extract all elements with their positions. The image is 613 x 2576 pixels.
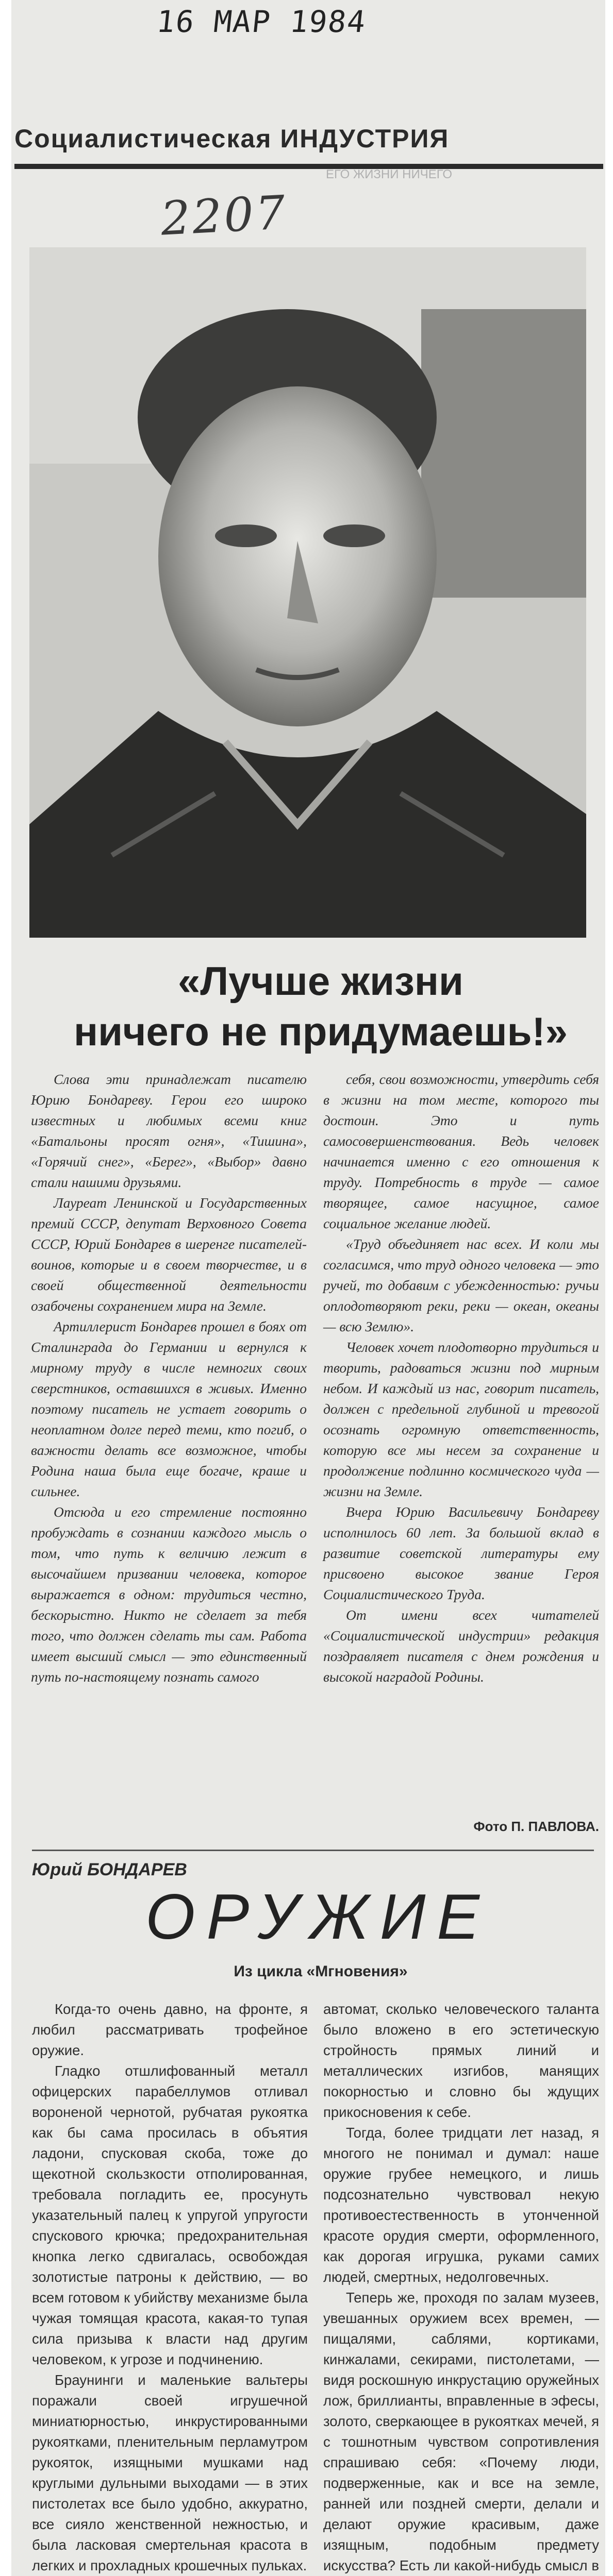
story-paragraph: Теперь же, проходя по залам музеев, увешанных оружием всех времен, — пищалями, саблями, кортиками, кинжалами, секирами, пистолетами, — видя роскошную инкрустацию оружейных лож, бриллианты, вправленные в эфесы, золото, сверкающее в рукоятках мечей, я с тошнотным чувством сопротивления спрашиваю себя: «Почему люди, подверженные, как и все на земле, ранней или поздней смерти, делали и делают оружие красивым, даже изящным, подобным предмету искусства? Есть ли какой-нибудь смысл в <box>323 2290 599 2573</box>
headline-line-2: ничего не придумаешь!» <box>74 1009 568 1054</box>
story-author: Юрий БОНДАРЕВ <box>32 1860 187 1879</box>
portrait-illustration <box>29 247 586 938</box>
intro-paragraph: Слова эти принадлежат писателю Юрию Бондареву. Герои его широко известных и любимых всеми книг «Батальоны просят огня», «Тишина», «Горячий снег», «Берег», «Выбор» давно стали нашими друзьями. <box>31 1071 307 1190</box>
story-paragraph: автомат, сколько человеческого таланта было вложено в его эстетическую стройность прямых линий и металлических изгибов, манящих покорностью и словно бы ждущих прикосновения к себе. <box>323 2001 599 2120</box>
section-divider <box>32 1850 594 1851</box>
story-cycle: Из цикла «Мгновения» <box>234 1963 408 1980</box>
author-portrait-photo <box>29 247 586 938</box>
bleed-through-text: ЕГО ЖИЗНИ НИЧЕГО <box>326 167 453 181</box>
intro-paragraph: «Труд объединяет нас всех. И коли мы согласимся, что труд одного человека — это ручей, то добавим с убежденностью: ручьи оплодотворяют реки, реки — океан, океаны — всю Землю». <box>323 1236 599 1334</box>
intro-paragraph: Отсюда и его стремление постоянно пробуждать в сознании каждого мысль о том, что путь к величию лежит в высочайшем призвании человека, которое выражается в одном: трудиться честно, бескорыстно. Никто не сделает за тебя того, что должен сделать ты сам. Работа имеет высший смысл — это единственный путь по-настоящему познать самого <box>31 1504 307 1685</box>
intro-paragraph: Лауреат Ленинской и Государственных премий СССР, депутат Верховного Совета СССР, Юрий Бондарев в шеренге писателей-воинов, которые и в своем творчестве, и в своей общественной деятельности озабочены сохранением мира на Земле. <box>31 1195 307 1314</box>
intro-paragraph: себя, свои возможности, утвердить себя в жизни на том месте, которого ты достоин. Это и путь самосовершенствования. Ведь человек начинается именно с его отношения к труду. Потребность в труде — самое творящее, самое насущное, самое социальное желание людей. <box>323 1071 599 1231</box>
photo-credit: Фото П. ПАВЛОВА. <box>473 1819 599 1834</box>
intro-paragraph: Вчера Юрию Васильевичу Бондареву исполнилось 60 лет. За большой вклад в развитие советской литературы ему присвоено высокое звание Героя Социалистического Труда. <box>323 1504 599 1602</box>
story-paragraph: Тогда, более тридцати лет назад, я многого не понимал и думал: наше оружие грубее немецкого, и лишь подсознательно чувствовал некую противоестественность в утонченной красоте орудия смерти, оформленного, как дорогая игрушка, руками самих людей, смертных, недолговечных. <box>323 2125 599 2285</box>
newspaper-clipping <box>11 0 605 2576</box>
date-stamp: 16 МАР 1984 <box>155 4 368 39</box>
headline <box>53 956 589 1059</box>
newspaper-masthead: Социалистическая ИНДУСТРИЯ <box>14 124 603 169</box>
archive-number: 2207 <box>159 185 289 246</box>
intro-paragraph: От имени всех читателей «Социалистической индустрии» редакция поздравляет писателя с днем рождения и высокой наградой Родины. <box>323 1607 599 1685</box>
story-paragraph: Браунинги и маленькие вальтеры поражали своей игрушечной миниатюрностью, инкрустированными рукоятками, пленительным перламутром рукояток, изящными мушками над круглыми дульными выходами — в этих пистолетах все было удобно, аккуратно, все сияло женственной нежностью, и была ласковая смертельная красота в легких и прохладных крошечных пульках. <box>32 2372 308 2573</box>
story-column-1 <box>32 1999 308 2576</box>
intro-paragraph: Человек хочет плодотворно трудиться и творить, радоваться жизни под мирным небом. И каждый из нас, говорит писатель, должен с предельной глубиной и тревогой осознать огромную ответственность, которую все мы несем за сохранение и продолжение подлинно космического чуда — жизни на Земле. <box>323 1339 599 1499</box>
story-column-2 <box>323 1999 599 2576</box>
story-paragraph: Гладко отшлифованный металл офицерских парабеллумов отливал вороненой чернотой, рубчатая рукоятка как бы сама просилась в объятия ладони, спусковая скоба, тоже до щекотной скользкости отполированная, требовала погладить ее, просунуть указательный палец к упругой упругости спускового крючка; предохранительная кнопка легко сдвигалась, освобождая золотистые патроны к действию, — во всем готовом к убийству механизме была чужая томящая красота, какая-то тупая сила призыва к власти над другим человеком, к угрозе и подчинению. <box>32 2063 308 2367</box>
story-paragraph: Когда-то очень давно, на фронте, я любил рассматривать трофейное оружие. <box>32 2001 308 2058</box>
intro-paragraph: Артиллерист Бондарев прошел в боях от Сталинграда до Германии и вернулся к мирному труду в числе немногих своих сверстников, оставшихся в живых. Именно поэтому писатель не устает говорить о неоплатном долге перед теми, кто погиб, о важности делать все возможное, чтобы Родина наша была еще богаче, краше и сильнее. <box>31 1318 307 1499</box>
story-title: ОРУЖИЕ <box>145 1882 491 1953</box>
intro-column-2 <box>323 1069 599 1816</box>
intro-column-1 <box>31 1069 307 1816</box>
headline-line-1: «Лучше жизни <box>178 958 463 1004</box>
